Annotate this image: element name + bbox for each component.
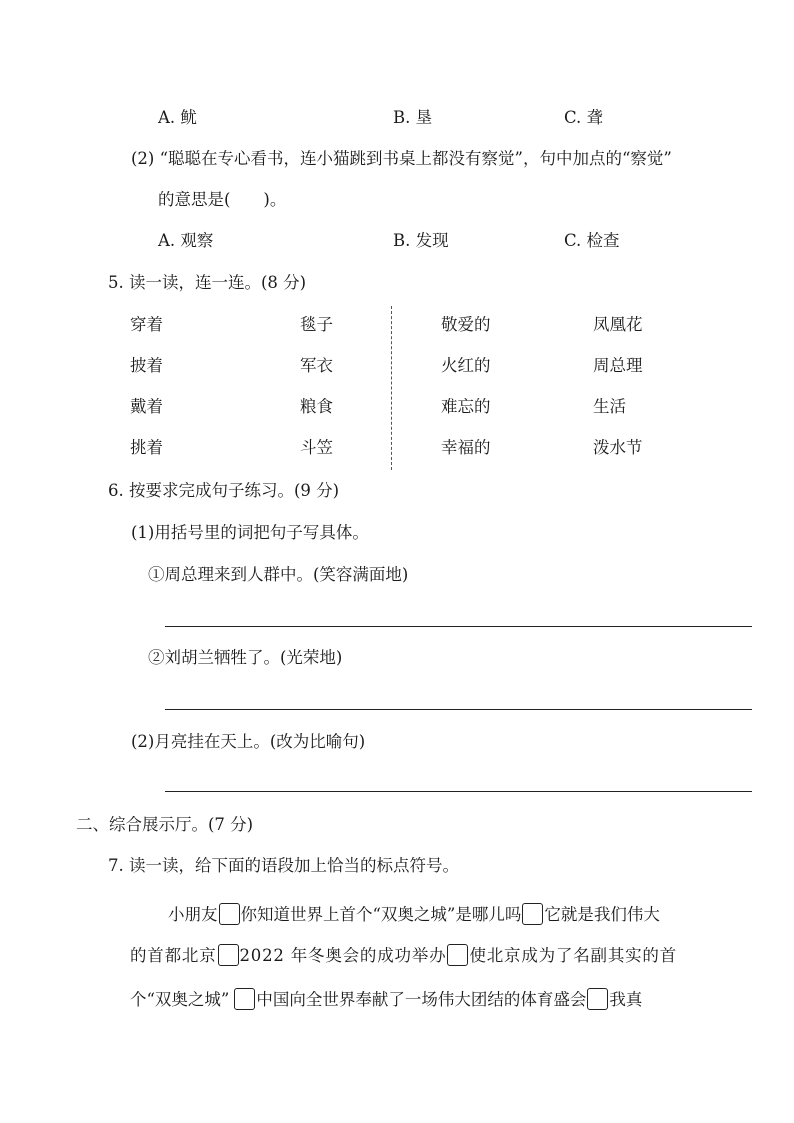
q7-paragraph-line-2 bbox=[130, 944, 677, 966]
q7-paragraph-line-3 bbox=[130, 988, 642, 1010]
q5-left-word-1: 穿着 bbox=[130, 315, 163, 334]
q5-right-match-1: 凤凰花 bbox=[593, 315, 643, 334]
q5-title: 5. 读一读，连一连。(8 分) bbox=[108, 273, 307, 292]
q2-option-b: B. 发现 bbox=[393, 231, 449, 250]
q7-text: 中国向全世界奉献了一场伟大团结的体育盛会 bbox=[256, 990, 587, 1009]
q2-option-c: C. 检查 bbox=[564, 231, 620, 250]
punctuation-box[interactable] bbox=[219, 903, 240, 925]
q7-text: 它就是我们伟大 bbox=[544, 905, 660, 924]
q5-right-word-1: 敬爱的 bbox=[441, 315, 491, 334]
q2-option-a: A. 观察 bbox=[158, 231, 214, 250]
q5-left-match-4: 斗笠 bbox=[300, 438, 333, 457]
q5-right-match-4: 泼水节 bbox=[593, 438, 643, 457]
q5-right-word-3: 难忘的 bbox=[441, 397, 491, 416]
q6-item1: ①周总理来到人群中。(笑容满面地) bbox=[148, 565, 409, 584]
punctuation-box[interactable] bbox=[218, 944, 239, 966]
q5-left-match-2: 军衣 bbox=[300, 356, 333, 375]
q5-right-word-2: 火红的 bbox=[441, 356, 491, 375]
q5-left-word-3: 戴着 bbox=[130, 397, 163, 416]
q6-sub2: (2)月亮挂在天上。(改为比喻句) bbox=[131, 732, 366, 751]
q7-text: 我真 bbox=[609, 990, 643, 1009]
q5-right-match-3: 生活 bbox=[593, 397, 626, 416]
q7-text: 小朋友 bbox=[168, 905, 218, 924]
q7-text: 你知道世界上首个“双奥之城”是哪儿吗 bbox=[240, 905, 522, 924]
q6-answer-line-2[interactable] bbox=[165, 709, 752, 710]
q5-left-match-3: 粮食 bbox=[300, 397, 333, 416]
q7-text: 个“双奥之城” bbox=[130, 990, 230, 1009]
q7-title: 7. 读一读，给下面的语段加上恰当的标点符号。 bbox=[108, 856, 459, 875]
punctuation-box[interactable] bbox=[447, 944, 468, 966]
prev-option-a: A. 鱿 bbox=[158, 108, 197, 127]
q5-left-word-2: 披着 bbox=[130, 356, 163, 375]
q6-title: 6. 按要求完成句子练习。(9 分) bbox=[108, 481, 340, 500]
prev-option-b: B. 垦 bbox=[393, 108, 433, 127]
q5-divider bbox=[391, 306, 392, 470]
prev-option-c: C. 聋 bbox=[564, 108, 604, 127]
q7-text: 使北京成为了名副其实的首 bbox=[469, 946, 678, 965]
punctuation-box[interactable] bbox=[522, 903, 543, 925]
q7-text: 2022 年冬奥会的成功举办 bbox=[239, 946, 447, 965]
section2-title: 二、综合展示厅。(7 分) bbox=[76, 815, 254, 834]
punctuation-box[interactable] bbox=[234, 988, 255, 1010]
q5-left-word-4: 挑着 bbox=[130, 438, 163, 457]
q6-answer-line-3[interactable] bbox=[165, 791, 752, 792]
q6-item2: ②刘胡兰牺牲了。(光荣地) bbox=[148, 648, 343, 667]
q5-right-word-4: 幸福的 bbox=[441, 438, 491, 457]
q5-left-match-1: 毯子 bbox=[300, 315, 333, 334]
q2-line2: 的意思是( )。 bbox=[158, 190, 287, 209]
q7-paragraph-line-1 bbox=[168, 903, 660, 925]
q5-right-match-2: 周总理 bbox=[593, 356, 643, 375]
q6-sub1: (1)用括号里的词把句子写具体。 bbox=[131, 523, 369, 542]
q7-text: 的首都北京 bbox=[130, 946, 217, 965]
q2-line1: (2) “聪聪在专心看书，连小猫跳到书桌上都没有察觉”，句中加点的“察觉” bbox=[131, 149, 672, 168]
q6-answer-line-1[interactable] bbox=[165, 626, 752, 627]
punctuation-box[interactable] bbox=[587, 988, 608, 1010]
